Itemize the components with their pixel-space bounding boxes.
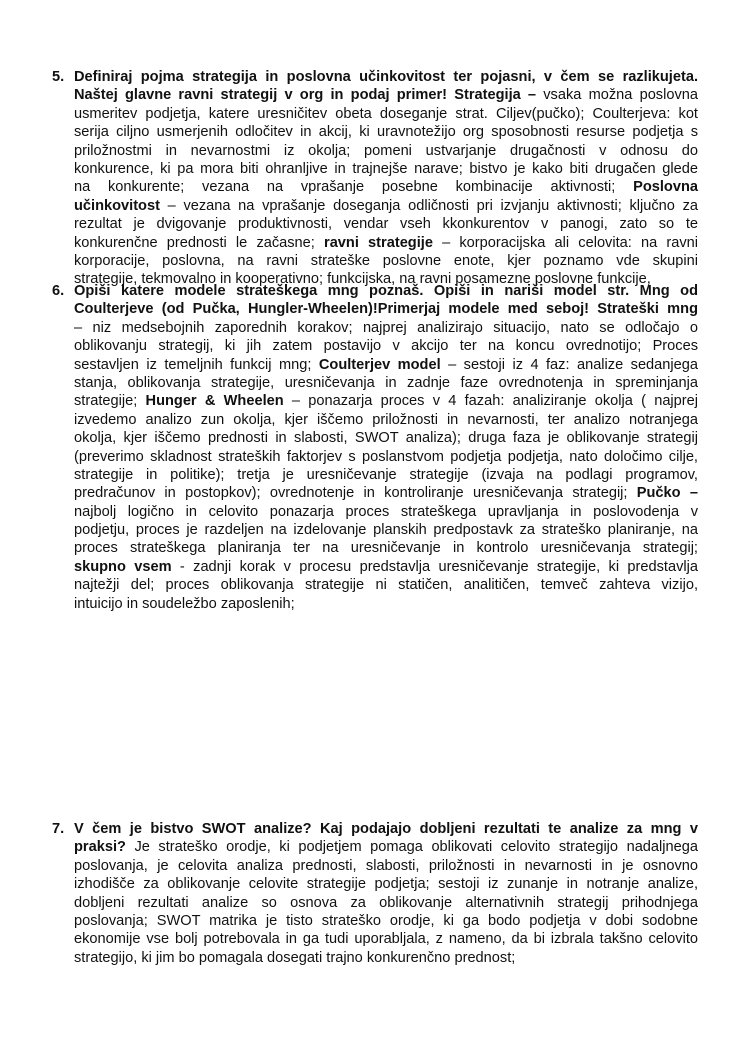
item-number: 6. xyxy=(52,283,65,299)
text-run: oblikovanju strategij, ki jih zatem postavijo v akcijo ter na koncu ovrednotijo; Proces xyxy=(74,338,698,355)
text-run: sestavljen iz temeljnih funkcij mng; xyxy=(74,356,319,373)
text-run: dobljeni rezultati analize so osnova za oblikovanje alternativnih strategij prihodnjega xyxy=(74,894,698,911)
text-line xyxy=(74,875,698,893)
text-run: – vezana na vprašanje doseganja odličnosti pri izvjanju aktivnosti; ključno za xyxy=(159,197,698,214)
text-line xyxy=(74,429,698,447)
text-run: serija ciljno usmerjenih odločitev in akcij, ki uravnotežijo org sposobnosti resurse podjetja s xyxy=(74,124,698,141)
item-body xyxy=(74,282,698,613)
text-line xyxy=(74,86,698,104)
text-line xyxy=(74,448,698,466)
text-line xyxy=(74,558,698,576)
text-line xyxy=(74,503,698,521)
text-line xyxy=(74,576,698,594)
text-run: – korporacijska ali celovita: na ravni xyxy=(432,234,699,251)
text-line xyxy=(74,820,698,838)
text-line xyxy=(74,484,698,502)
bold-text-run: Hunger & Wheelen xyxy=(145,393,284,410)
text-line xyxy=(74,178,698,196)
bold-text-run: Naštej glavne ravni strategij v org in podaj primer! Strategija – xyxy=(74,87,537,104)
text-line xyxy=(74,356,698,374)
text-run: usmeritev podjetja, katere uresničitev obeta doseganje strat. Ciljev(pučko); Coulterjeva: kot xyxy=(74,105,698,122)
text-run: rezultat je dvigovanje produktivnosti, vendar vseh kkonkurentov v panogi, zato so te xyxy=(74,216,698,233)
text-run: korporacije, poslovna, na ravni strateške poslovne enote, kjer poznamo vde skupini xyxy=(74,252,698,269)
text-run: stanja, oblikovanja strategije, uresničevanja in zadnje faze ovrednotenja in spreminjanja xyxy=(74,374,698,391)
text-line xyxy=(74,521,698,539)
text-line xyxy=(74,215,698,233)
text-line xyxy=(74,234,698,252)
bold-text-run: V čem je bistvo SWOT analize? Kaj podajajo dobljeni rezultati te analize za mng v xyxy=(74,821,698,837)
text-run: Je strateško orodje, ki podjetjem pomaga oblikovati celovito strategijo nadaljnega xyxy=(125,839,698,856)
text-line xyxy=(74,894,698,912)
bold-text-run: Definiraj pojma strategija in poslovna učinkovitost ter pojasni, v čem se razlikujeta. xyxy=(74,69,698,85)
text-line xyxy=(74,282,698,300)
bold-text-run: Coulterjeve (od Pučka, Hungler-Wheelen)!Primerjaj modele med seboj! Strateški mng xyxy=(74,301,698,318)
text-run: – sestoji iz 4 faz: analize sedanjega xyxy=(440,356,698,373)
text-run: priložnostmi in nevarnostmi iz okolja; pomeni ustvarjanje drugačnosti v odnosu do xyxy=(74,142,698,159)
text-line xyxy=(74,252,698,270)
text-line xyxy=(74,912,698,930)
text-line xyxy=(74,838,698,856)
text-line xyxy=(74,857,698,875)
text-run: podjetju, proces je razdeljen na izdelovanje planskih predpostavk za strateško planiranje, na xyxy=(74,522,698,539)
text-run: izvedemo analizo zun okolja, kjer iščemo priložnosti in nevarnosti, ter analizo notranjega xyxy=(74,411,698,428)
text-line xyxy=(74,466,698,484)
bold-text-run: Pučko – xyxy=(636,485,698,502)
text-run: intuicijo in soudeležbo zaposlenih; xyxy=(74,595,295,612)
text-run: strategije in politike); tretja je uresničevanje strategije (izvaja na podlagi programov, xyxy=(74,466,698,483)
text-run: najbolj logično in celovito ponazarja proces strateškega upravljanja in poslovodenja v xyxy=(74,503,698,520)
item-body xyxy=(74,68,698,289)
bold-text-run: učinkovitost xyxy=(74,197,160,214)
text-line xyxy=(74,105,698,123)
text-run: najtežji del; proces oblikovanja strategije ni statičen, analitičen, temveč zahteva vizijo, xyxy=(74,577,698,594)
text-run: poslovanja, je celovita analiza prednosti, slabosti, priložnosti in nevarnosti in je osnovno xyxy=(74,857,698,874)
bold-text-run: Coulterjev model xyxy=(318,356,441,373)
text-line xyxy=(74,68,698,86)
text-line xyxy=(74,123,698,141)
text-line xyxy=(74,197,698,215)
text-run: strategijo, ki jim bo pomagala dosegati trajno konkurenčno prednost; xyxy=(74,949,516,966)
text-run: predračunov in postopkov); ovrednotenje in kontroliranje uresničevanja strategij; xyxy=(74,485,637,502)
text-line xyxy=(74,160,698,178)
text-line xyxy=(74,930,698,948)
text-run: strategije; xyxy=(74,393,146,410)
bold-text-run: praksi? xyxy=(74,839,126,856)
text-run: vsaka možna poslovna xyxy=(536,87,698,104)
bold-text-run: Poslovna xyxy=(633,179,698,196)
item-number: 7. xyxy=(52,821,65,837)
text-run: konkurenčne prednosti le začasne; xyxy=(74,234,325,251)
text-run: konkurence, ki pa mora biti ohranljive in trajnejše narave; bistvo je kako biti drugačen glede xyxy=(74,160,698,177)
text-line xyxy=(74,319,698,337)
text-line xyxy=(74,595,698,613)
text-run: (preverimo skladnost strateških faktorjev s poslanstvom podjetja podjetja, nato določimo cilje, xyxy=(74,448,698,465)
text-line xyxy=(74,539,698,557)
text-line xyxy=(74,300,698,318)
bold-text-run: skupno vsem xyxy=(74,558,172,575)
text-run: ekonomije vse bolj potrebovala in ga tudi uporabljala, z nameno, da bi izbrala takšno celovito xyxy=(74,931,698,948)
text-line xyxy=(74,411,698,429)
bold-text-run: Opiši katere modele strateškega mng poznaš. Opiši in nariši model str. Mng od xyxy=(74,283,698,299)
item-body xyxy=(74,820,698,967)
text-run: na konkurente; vezana na vprašanje posebne kombinacije aktivnosti; xyxy=(74,179,634,196)
text-run: – ponazarja proces v 4 fazah: analiziranje okolja ( najprej xyxy=(283,393,699,410)
text-run: – niz medsebojnih zaporednih korakov; najprej analizirajo situacijo, nato se odločajo o xyxy=(74,319,698,336)
text-run: poslovanja; SWOT matrika je tisto strateško orodje, ki ga bodo podjetja v dobi sodobne xyxy=(74,912,698,929)
text-line xyxy=(74,392,698,410)
bold-text-run: ravni strategije xyxy=(324,234,433,251)
text-line xyxy=(74,142,698,160)
text-run: - zadnji korak v procesu predstavlja uresničevanje strategije, ki predstavlja xyxy=(171,558,698,575)
text-line xyxy=(74,337,698,355)
text-run: izhodišče za oblikovanje celovite strategije podjetja; sestoji iz zunanje in notranje analize, xyxy=(74,876,698,893)
text-line xyxy=(74,949,698,967)
item-number: 5. xyxy=(52,69,65,85)
text-run: okolja, kjer iščemo prednosti in slabosti, SWOT analiza); druga faza je oblikovanje strategij xyxy=(74,430,698,447)
text-line xyxy=(74,374,698,392)
text-run: proces strateškega planiranja ter na uresničevanje in kontrolo uresničevanja strategij; xyxy=(74,540,698,557)
text-run: strategije, tekmovalno in kooperativno; funkcijska, na ravni posamezne poslovne funkcije, xyxy=(74,271,651,288)
